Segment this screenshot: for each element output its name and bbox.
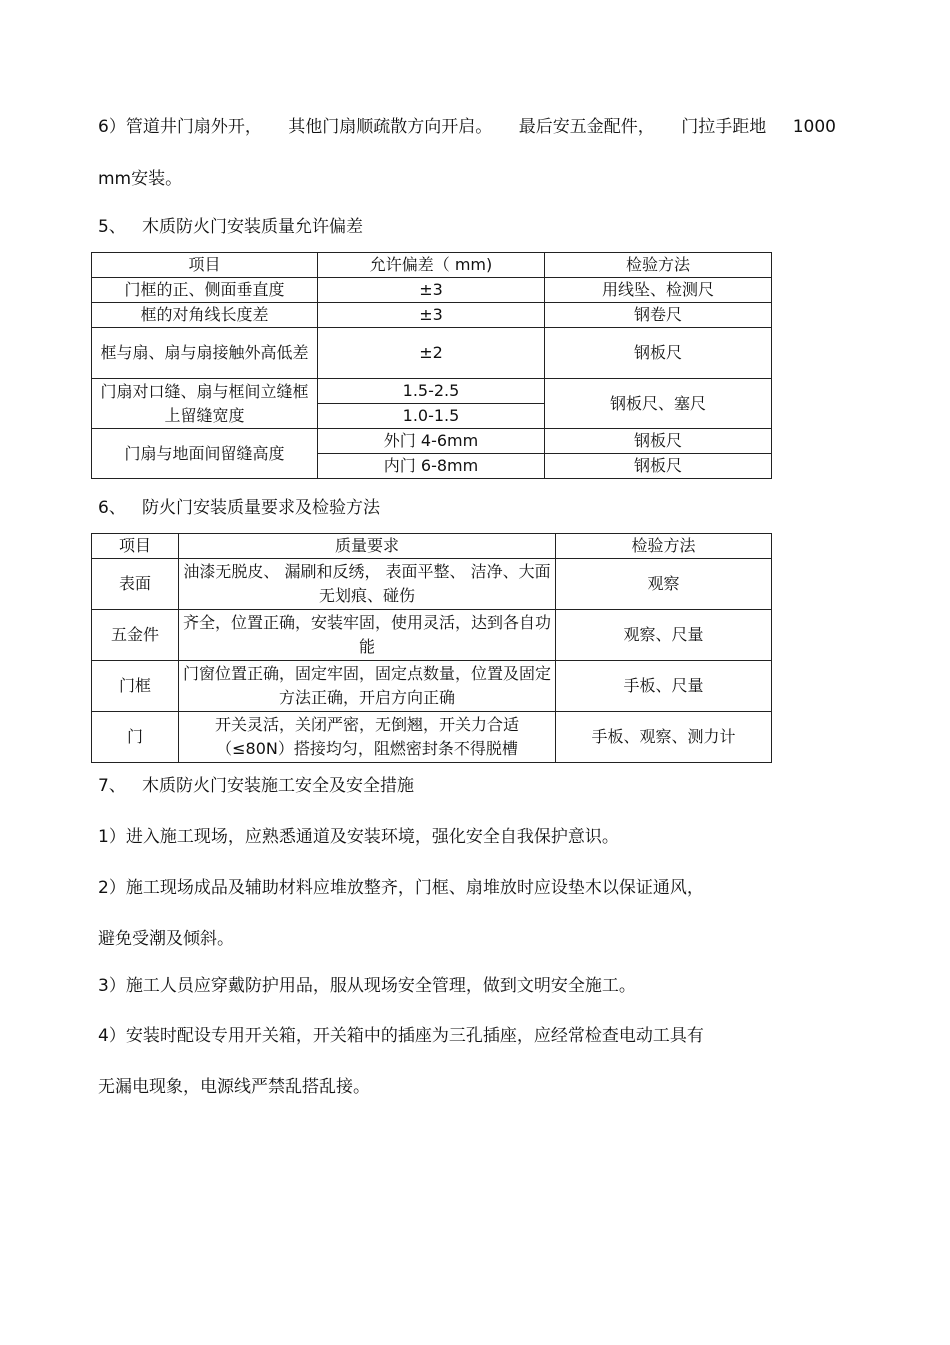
para-6-line-2: mm安装。 bbox=[98, 169, 183, 189]
safety-item-4-line-2: 无漏电现象，电源线严禁乱搭乱接。 bbox=[98, 1077, 370, 1097]
deviation-cell: ±2 bbox=[318, 328, 545, 379]
table-row bbox=[92, 559, 772, 610]
method-cell: 观察、尺量 bbox=[556, 610, 772, 661]
item-cell: 门框的正、侧面垂直度 bbox=[92, 278, 318, 303]
method-cell: 钢板尺 bbox=[545, 328, 772, 379]
quality-requirements-table bbox=[91, 533, 772, 763]
table-row bbox=[92, 328, 772, 379]
deviation-cell: ±3 bbox=[318, 278, 545, 303]
section-title: 木质防火门安装质量允许偏差 bbox=[142, 217, 363, 237]
method-cell: 观察 bbox=[556, 559, 772, 610]
method-cell: 钢板尺 bbox=[545, 454, 772, 479]
table-header-row bbox=[92, 253, 772, 278]
header-cell: 项目 bbox=[92, 253, 318, 278]
table-row bbox=[92, 610, 772, 661]
header-cell: 允许偏差（ mm) bbox=[318, 253, 545, 278]
deviation-cell: 外门 4-6mm bbox=[318, 429, 545, 454]
text-fragment: 门拉手距地 bbox=[681, 117, 767, 137]
table-row bbox=[92, 303, 772, 328]
requirement-cell: 门窗位置正确，固定牢固，固定点数量，位置及固定方法正确，开启方向正确 bbox=[179, 661, 556, 712]
safety-item-1: 1）进入施工现场，应熟悉通道及安装环境，强化安全自我保护意识。 bbox=[98, 827, 619, 847]
header-cell: 质量要求 bbox=[179, 534, 556, 559]
requirement-cell: 油漆无脱皮、 漏刷和反绣， 表面平整、 洁净、大面无划痕、碰伤 bbox=[179, 559, 556, 610]
safety-item-2-line-1: 2）施工现场成品及辅助材料应堆放整齐，门框、扇堆放时应设垫木以保证通风， bbox=[98, 878, 704, 898]
table-header-row bbox=[92, 534, 772, 559]
deviation-cell: 1.0-1.5 bbox=[318, 404, 545, 429]
item-cell: 门扇对口缝、扇与框间立缝框上留缝宽度 bbox=[92, 379, 318, 429]
table-row bbox=[92, 429, 772, 454]
method-cell: 手板、观察、测力计 bbox=[556, 712, 772, 763]
method-cell: 手板、尺量 bbox=[556, 661, 772, 712]
requirement-cell: 齐全，位置正确，安装牢固，使用灵活，达到各自功能 bbox=[179, 610, 556, 661]
method-cell: 钢板尺 bbox=[545, 429, 772, 454]
table-row bbox=[92, 712, 772, 763]
section-title: 木质防火门安装施工安全及安全措施 bbox=[142, 776, 414, 796]
text-fragment: 最后安五金配件， bbox=[518, 117, 655, 137]
para-6-line-1 bbox=[98, 115, 836, 139]
table-row bbox=[92, 278, 772, 303]
item-cell: 门 bbox=[92, 712, 179, 763]
table-row bbox=[92, 661, 772, 712]
section-number: 6、 bbox=[98, 498, 126, 518]
deviation-table bbox=[91, 252, 772, 479]
item-cell: 框与扇、扇与扇接触外高低差 bbox=[92, 328, 318, 379]
item-cell: 五金件 bbox=[92, 610, 179, 661]
safety-item-4-line-1: 4）安装时配设专用开关箱，开关箱中的插座为三孔插座，应经常检查电动工具有 bbox=[98, 1026, 704, 1046]
safety-item-3: 3）施工人员应穿戴防护用品，服从现场安全管理，做到文明安全施工。 bbox=[98, 976, 636, 996]
item-cell: 门扇与地面间留缝高度 bbox=[92, 429, 318, 479]
table-row bbox=[92, 379, 772, 404]
text-fragment: 1000 bbox=[792, 117, 836, 137]
method-cell: 钢板尺、塞尺 bbox=[545, 379, 772, 429]
method-cell: 钢卷尺 bbox=[545, 303, 772, 328]
text-fragment: 6）管道井门扇外开， bbox=[98, 117, 262, 137]
method-cell: 用线坠、检测尺 bbox=[545, 278, 772, 303]
section-number: 7、 bbox=[98, 776, 126, 796]
deviation-cell: ±3 bbox=[318, 303, 545, 328]
section-7-heading bbox=[98, 774, 414, 798]
safety-item-2-line-2: 避免受潮及倾斜。 bbox=[98, 929, 234, 949]
item-cell: 表面 bbox=[92, 559, 179, 610]
deviation-cell: 1.5-2.5 bbox=[318, 379, 545, 404]
section-number: 5、 bbox=[98, 217, 126, 237]
section-title: 防火门安装质量要求及检验方法 bbox=[142, 498, 380, 518]
deviation-cell: 内门 6-8mm bbox=[318, 454, 545, 479]
text-fragment: 其他门扇顺疏散方向开启。 bbox=[288, 117, 493, 137]
requirement-cell: 开关灵活，关闭严密，无倒翘，开关力合适（≤80N）搭接均匀，阻燃密封条不得脱槽 bbox=[179, 712, 556, 763]
header-cell: 检验方法 bbox=[556, 534, 772, 559]
header-cell: 项目 bbox=[92, 534, 179, 559]
header-cell: 检验方法 bbox=[545, 253, 772, 278]
section-6-heading bbox=[98, 496, 380, 520]
item-cell: 门框 bbox=[92, 661, 179, 712]
section-5-heading bbox=[98, 215, 363, 239]
item-cell: 框的对角线长度差 bbox=[92, 303, 318, 328]
